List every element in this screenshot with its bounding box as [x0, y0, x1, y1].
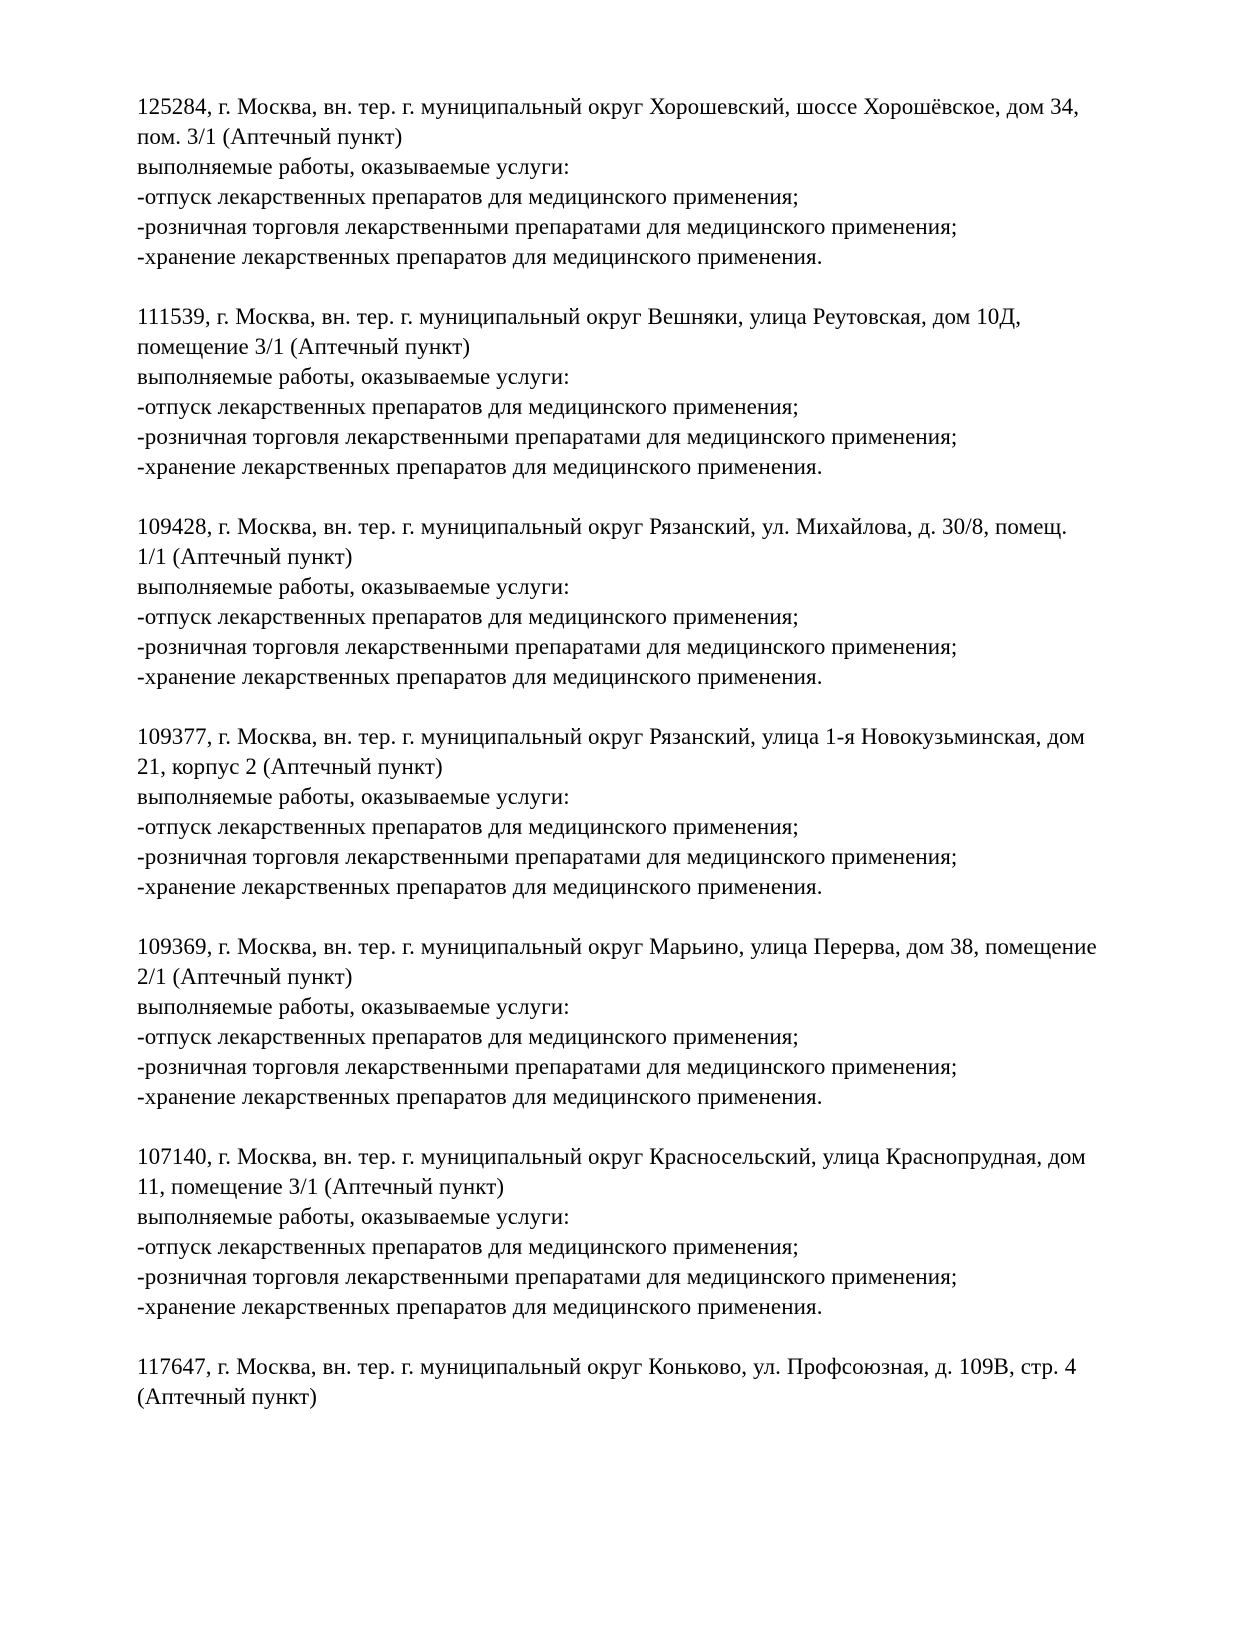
- service-item: -отпуск лекарственных препаратов для медицинского применения;: [137, 814, 799, 839]
- license-entry: [137, 1352, 1127, 1412]
- service-item: -розничная торговля лекарственными препаратами для медицинского применения;: [137, 844, 958, 869]
- service-item: -хранение лекарственных препаратов для медицинского применения.: [137, 1084, 823, 1109]
- service-item: -розничная торговля лекарственными препаратами для медицинского применения;: [137, 1054, 958, 1079]
- service-item: -хранение лекарственных препаратов для медицинского применения.: [137, 244, 823, 269]
- service-item: -розничная торговля лекарственными препаратами для медицинского применения;: [137, 634, 958, 659]
- address-line: 109377, г. Москва, вн. тер. г. муниципальный округ Рязанский, улица 1-я Новокузьминская, дом: [137, 724, 1085, 749]
- address-line: 111539, г. Москва, вн. тер. г. муниципальный округ Вешняки, улица Реутовская, дом 10Д,: [137, 304, 1022, 329]
- address-line: 109428, г. Москва, вн. тер. г. муниципальный округ Рязанский, ул. Михайлова, д. 30/8, помещ.: [137, 514, 1068, 539]
- address-line: 109369, г. Москва, вн. тер. г. муниципальный округ Марьино, улица Перерва, дом 38, помещение: [137, 934, 1097, 959]
- services-header: выполняемые работы, оказываемые услуги:: [137, 784, 570, 809]
- services-header: выполняемые работы, оказываемые услуги:: [137, 574, 570, 599]
- service-item: -отпуск лекарственных препаратов для медицинского применения;: [137, 1234, 799, 1259]
- address-line: 117647, г. Москва, вн. тер. г. муниципальный округ Коньково, ул. Профсоюзная, д. 109В, стр. 4: [137, 1354, 1077, 1379]
- address-line: 2/1 (Аптечный пункт): [137, 964, 353, 989]
- license-entry: [137, 92, 1127, 272]
- license-entry: [137, 722, 1127, 902]
- address-line: 11, помещение 3/1 (Аптечный пункт): [137, 1174, 505, 1199]
- service-item: -хранение лекарственных препаратов для медицинского применения.: [137, 874, 823, 899]
- services-header: выполняемые работы, оказываемые услуги:: [137, 364, 570, 389]
- address-line: 1/1 (Аптечный пункт): [137, 544, 353, 569]
- services-header: выполняемые работы, оказываемые услуги:: [137, 154, 570, 179]
- address-line: пом. 3/1 (Аптечный пункт): [137, 124, 403, 149]
- services-header: выполняемые работы, оказываемые услуги:: [137, 994, 570, 1019]
- service-item: -хранение лекарственных препаратов для медицинского применения.: [137, 664, 823, 689]
- service-item: -отпуск лекарственных препаратов для медицинского применения;: [137, 604, 799, 629]
- service-item: -хранение лекарственных препаратов для медицинского применения.: [137, 1294, 823, 1319]
- service-item: -розничная торговля лекарственными препаратами для медицинского применения;: [137, 424, 958, 449]
- address-line: помещение 3/1 (Аптечный пункт): [137, 334, 471, 359]
- service-item: -отпуск лекарственных препаратов для медицинского применения;: [137, 394, 799, 419]
- service-item: -хранение лекарственных препаратов для медицинского применения.: [137, 454, 823, 479]
- address-line: 21, корпус 2 (Аптечный пункт): [137, 754, 443, 779]
- address-line: 125284, г. Москва, вн. тер. г. муниципальный округ Хорошевский, шоссе Хорошёвское, дом 34,: [137, 94, 1080, 119]
- license-entry: [137, 302, 1127, 482]
- service-item: -розничная торговля лекарственными препаратами для медицинского применения;: [137, 214, 958, 239]
- address-line: 107140, г. Москва, вн. тер. г. муниципальный округ Красносельский, улица Краснопрудная, дом: [137, 1144, 1086, 1169]
- service-item: -розничная торговля лекарственными препаратами для медицинского применения;: [137, 1264, 958, 1289]
- service-item: -отпуск лекарственных препаратов для медицинского применения;: [137, 184, 799, 209]
- services-header: выполняемые работы, оказываемые услуги:: [137, 1204, 570, 1229]
- license-entry: [137, 932, 1127, 1112]
- license-entry: [137, 512, 1127, 692]
- service-item: -отпуск лекарственных препаратов для медицинского применения;: [137, 1024, 799, 1049]
- license-entry: [137, 1142, 1127, 1322]
- address-line: (Аптечный пункт): [137, 1384, 317, 1409]
- document-text-body: [137, 92, 1127, 1412]
